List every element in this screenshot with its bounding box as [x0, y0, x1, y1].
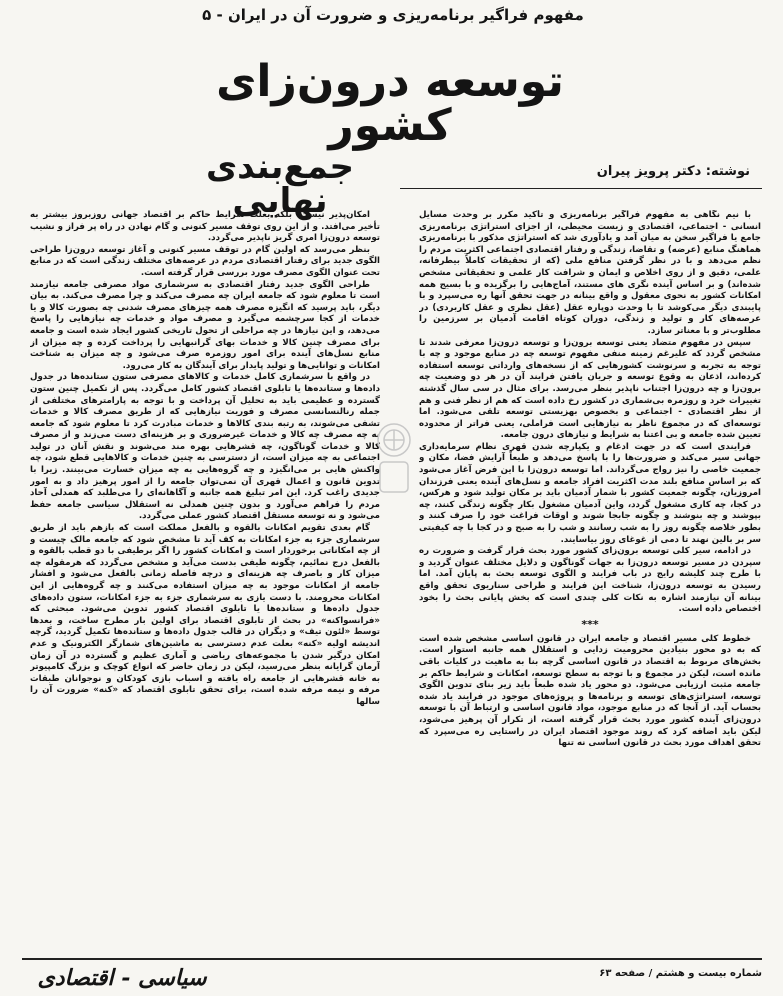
- seal-icon: [372, 418, 416, 498]
- paragraph: خطوط کلی مسیر اقتصاد و جامعه ایران در قانون اساسی مشخص شده است که به دو محور بنیادین محرومیت زدایی و استقلال همه جانبه استوار است. بخش‌های مربوط به اقتصاد در قانون اساسی گرچه بنا به ماهیت در کلیات باقی مانده است، لیکن در مجموع و با توجه به سطح توسعه، امکانات و شرایط حاکم بر جامعه مثبت ارزیابی می‌شود. دو محور یاد شده طبعاً باید زیر بنای تدوین الگوی توسعه، استراتژی‌های توسعه و برنامه‌ها و پروژه‌های موجود در فرایند یاد شده بحساب آید. از آنجا که در منابع موجود، مواد قانون اساسی و ارتباط آن با توسعه درون‌زای آینده کشور مورد بحث قرار گرفته است، از تکرار آن پرهیز می‌شود، لیکن باید اضافه کرد که روند موجود اقتصاد ایران در راستایی ره می‌سپرد که تحقق اهداف مورد بحث در قانون اساسی نه تنها: [419, 633, 761, 749]
- page-footer: [22, 958, 762, 994]
- text-column-right: [419, 210, 761, 930]
- paragraph: گام بعدی تقویم امکانات بالقوه و بالفعل مملکت است که بازهم باید از طریق سرشماری جزء به جزء امکانات به کف آید تا مشخص شود که جامعه مالک چیست و از چه امکاناتی برخوردار است و امکانات کشور را اگر برطیفی با دو قطب بالقوه و بالفعل درج نمائیم، چگونه طیفی بدست می‌آید و مشخص می‌گردد که هرمقوله چه میزان کار و باصرف چه هزینه‌ای و درچه فاصله زمانی بالفعل می‌شود و افشار جامعه از امکانات موجود به چه میزان استفاده می‌کنند و چه گروه‌هایی از این امکانات محرومند. با دست یازی به سرشماری جزء به جزء امکانات، ستون داده‌های جدول داده‌ها و ستانده‌ها یا تابلوی اقتصاد کشور تدوین می‌شود. مبحثی که «فرانسواکنه» در بحث از تابلوی اقتصاد برای اولین بار مطرح ساخت، و بعدها توسط «لئون تیف» و دیگران در قالب جدول داده‌ها و ستانده‌ها تکمیل گردید، گرچه اندیشه اولیه «کنه» بعلت عدم دسترسی به ماشین‌های شمارگر الکترونیک و عدم امکان درگیر شدن با مجموعه‌های ریاضی و آماری عظیم و گسترده در آن زمان آرمان گرایانه بنظر می‌رسید، لیکن در زمان حاضر که انواع کوچک و بزرگ کامپیوتر به خانه قشرهایی از جامعه راه یافته و اسباب بازی کودکان و نوجوانان طبقات مرفه و نیمه مرفه شده است، برای تحقق تابلوی اقتصاد که «کنه» ضرورت آن را سالها: [30, 523, 380, 707]
- byline-divider: [400, 188, 762, 189]
- paragraph: طراحی الگوی جدید رفتار اقتصادی به سرشماری مواد مصرفی جامعه نیازمند است تا معلوم شود که جامعه ایران چه مصرف می‌کند و چرا مصرف می‌کند. به بیان دیگر، باید پرسید که انگیزه مصرف همه چیزهای مصرف شدنی چه بصورت کالا و یا خدمات از کجا سرچشمه می‌گیرد و مصرف مواد و خدمات چه نیازهایی را پاسخ می‌دهد، و این نیازها در چه مراحلی از تحول تاریخی کشور ایجاد شده است و جامعه برای مصرف چنین کالا و خدمات بهای گرانبهایی را پرداخت کرده و چه میزان از منابع نسل‌های آینده برای امور روزمره صرف می‌شود و چه میزان به شناخت امکانات و توانایی‌ها و تولید پایدار برای آیندگان به کار می‌رود.: [30, 279, 380, 371]
- paragraph: در واقع با سرشماری کامل خدمات و کالاهای مصرفی ستون ستانده‌ها در جدول داده‌ها و ستانده‌ها یا تابلوی اقتصاد کشور کامل می‌گردد. پس از تکمیل چنین ستون گسترده و عظیمی باید به تحلیل آن پرداخت و با توجه به پارامترهای مختلفی از جمله رنالنسانسی مصرف و فوریت نیازهایی که از طریق مصرف کالا و خدمات تشفی می‌شوند، به رتبه بندی کالاها و خدمات مبادرت کرد تا معلوم شود که جامعه به چه مصرف چه کالا و خدمات غیرضروری و بر هزینه‌ای دست می‌زند و از مصرف کالا و خدمات گوناگون، چه قشرهایی بهره مند می‌شوند و نقش آنان در تولید اجتماعی به چه میزان است، از دسترسی به چنین خدمات و کالاهایی قطع شود، چه واکنش هایی بر می‌انگیزد و چه گروه‌هایی به چه میزان خسارت می‌بینند. زیرا با تدوین قانون و اعمال قهری آن نمی‌توان جامعه را از امور پرهیز داد و به امور جدیدی راغب کرد. این امر تبلیغ همه جانبه و آگاهانه‌ای را می‌طلبد که همدلی آحاد مردم را فراهم می‌آورد و بدون چنین همدلی نه استقلال سیاسی جامعه حفظ می‌شود و نه توسعه مستقل اقتصاد کشور عملی می‌گردد.: [30, 372, 380, 522]
- paragraph: در ادامه، سیر کلی توسعه برون‌زای کشور مورد بحث قرار گرفت و ضرورت ره سپردن در مسیر توسعه درون‌زا به جهات گوناگون و دلایل مختلف عنوان گردید و با طرح چند کلیشه رایج در باب فرایند و الگوی توسعه بحث به پایان آمد. اما رسیدن به توسعه درون‌زا، شناخت این فرایند و طراحی سناریوی تحقق واقع بینانه آن نیازمند اشاره به نکات کلی چندی است که بخش پایانی بحث را بخود اختصاص داده است.: [419, 546, 761, 615]
- library-seal-watermark: [372, 418, 416, 498]
- paragraph: سپس در مفهوم متضاد یعنی توسعه برون‌زا و توسعه درون‌زا معرفی شدند تا مشخص گردد که علیرغم زمینه منفی مفهوم توسعه چه در منابع موجود و چه با توجه به تجربه و سرنوشت کشورهایی که از نسخه‌های وارداتی توسعه استفاده کرده‌اند، اذعان به وقوع توسعه و جریان یافتن فرایند آن در هر دو وضعیت چه برون‌زا و چه درون‌زا اجتناب ناپذیر بنظر می‌رسد. برای مثال در سی سال گذشته تغییرات خرد و روزمره بی‌شماری در کشور رخ داده است که هم از نظر فنی و هم از نظر اقتصادی - اجتماعی و بخصوص بهزیستی توسعه تلقی می‌شود. اما توسعه‌ای که در مجموع ناظر به نیازهایی است فراملی، یعنی فراتر از محدوده تعیین شده جامعه و بی اعتنا به شرایط و نیازهای درون جامعه.: [419, 337, 761, 441]
- paragraph: امکان‌پذیر نیست، بلکه بعلت شرایط حاکم بر اقتصاد جهانی روزبروز بیشتر به تأخیر می‌افتد. و از این روی توقف مسیر کنونی و گام نهادن در راه پر فراز و نشیب توسعه درون‌زا امری گریز ناپذیر می‌گردد.: [30, 210, 380, 244]
- footer-divider: [22, 958, 762, 960]
- article-title: توسعه درون‌زای کشور: [216, 56, 564, 151]
- issue-and-page-number: شماره بیست و هشتم / صفحه ۶۳: [599, 968, 762, 979]
- magazine-logo: سیاسی - اقتصادی: [37, 965, 207, 991]
- section-separator: ***: [581, 617, 599, 631]
- paragraph: با نیم نگاهی به مفهوم فراگیر برنامه‌ریزی و تأکید مکرر بر وحدت مسایل انسانی - اجتماعی، اقتصادی و زیست محیطی، از اجزای استراتژی برنامه‌ریزی جامع یا فراگیر سخن به میان آمد و یادآوری شد که استراتژی مذکور با برنامه‌ریزی هماهنگ منابع (عرضه) و تقاضا، زندگی و رفتار اقتصادی اجتماعی اکثریت مردم را نظم می‌دهد و با در نظر گرفتن منافع ملی (که از تحقیقات کاملاً بیطرفانه، علمی، دقیق و از روی اخلاص و ایمان و شرافت کار علمی و تحقیقاتی مشخص شده‌اند) و بر اساس آینده نگری های مستند، آماج‌هایی را برگزیده و با بسیج همه امکانات کشور به نحوی معقول و واقع بینانه در جهت تحقق آنها ره می‌سپرد و با پایبندی دیگر می‌کوشد تا با وحدت دوپاره عقل (عقل نظری و عقل کاربردی) در عرصه‌های کار و تولید و زندگی، دوران کوتاه اقامت آدمیان بر سرزمین را مطلوب‌تر و با معناتر سازد.: [419, 210, 761, 336]
- paragraph: بنظر می‌رسد که اولین گام در توقف مسیر کنونی و آغاز توسعه درون‌زا طراحی الگوی جدید برای رفتار اقتصادی مردم در عرصه‌های مختلف زندگی است که در منابع تحت عنوان الگوی مصرف مورد بررسی قرار گرفته است.: [30, 244, 380, 278]
- article-subtitle: جمع‌بندی نهایی: [206, 147, 354, 221]
- text-column-left: [30, 210, 380, 930]
- author-byline: نوشته: دکتر پرویز پیران: [596, 164, 750, 179]
- paragraph: فرایندی است که در جهت ادغام و یکپارچه شدن قهری نظام سرمایه‌داری جهانی سیر می‌کند و ضرورت‌ها را با پاسخ می‌دهد و طبعاً آرایش فضا، مکان و جمعیت خاصی را نیز رواج می‌گرداند. اما توسعه درون‌زا با این فرض آغاز می‌شود که بر اساس منافع بلند مدت اکثریت افراد جامعه و نسل‌های آینده یعنی فرزندان امروزیان، چگونه جمعیت کشور با شمار آدمیان باید بر مکان تولید شود و هرکس، در کجا، چه کاری مشغول گردد، واین آدمیان مشغول بکار چگونه زندگی کنند، چه بپوشند و چه بنوشند و چگونه جابجا شوند و اوقات فراغت خود را صرف کنند و بطور خلاصه چگونه روز را به شب رسانند و شب را به صبح و در کجا با چه کیفیتی سر بر بالین نهند تا دمی از غوغای روز بیاسایند.: [419, 441, 761, 545]
- series-title: مفهوم فراگیر برنامه‌ریزی و ضرورت آن در ایران - ۵: [202, 6, 584, 24]
